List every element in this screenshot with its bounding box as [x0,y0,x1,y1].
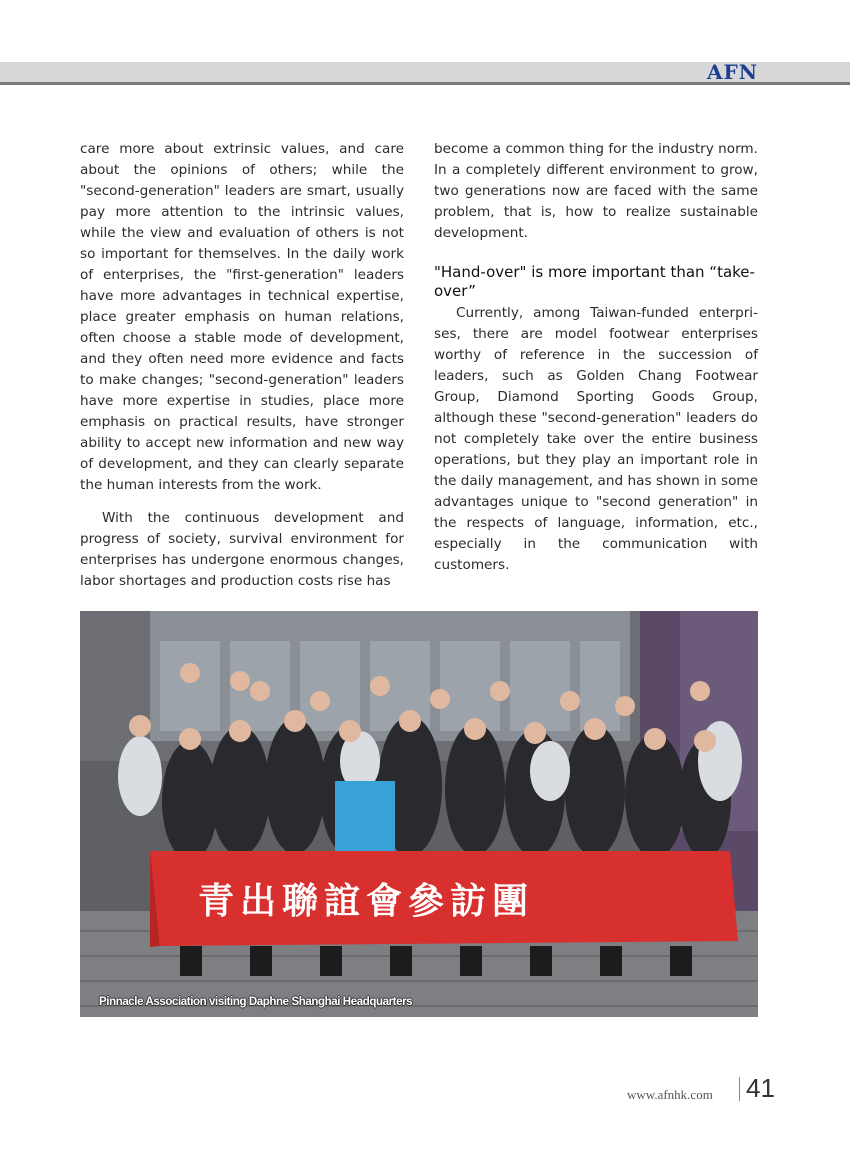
left-paragraph-1: care more about extrinsic values, and care about the opinions of others; while the "second-generation" leaders are smart, usually pay more attention to the intrinsic values, while the view and evaluation of others is not so important for themselves. In the daily work of enterprises, the "first-generation" leaders have more advantages in technical expertise, place greater emphasis on human relations, often choose a stable mode of development, and they often need more evidence and facts to make changes; "second-generation" leaders have more expertise in studies, place more emphasis on practical results, have stronger ability to accept new information and new way of development, and they can clearly separate the human interests from the work. [80,141,404,493]
footer-separator [739,1077,740,1101]
footer-url: www.afnhk.com [627,1087,713,1102]
brand-logo: AFN [707,60,758,84]
right-paragraph-1: become a common thing for the industry norm. In a completely different environment to grow, two generations now are faced with the same problem, that is, how to realize sustainable development. [434,141,758,241]
right-column [434,139,758,576]
right-paragraph-2: Currently, among Taiwan-funded enterpri-ses, there are model footwear enterprises worthy of reference in the succession of leaders, such as Golden Chang Footwear Group, Diamond Sporting Goods Group, although these "second-generation" leaders do not completely take over the entire business operations, but they play an important role in the daily management, and has shown in some advantages unique to "second generation" in the respects of language, information, etc., especially in the communication with customers. [434,305,758,573]
group-photo-illustration [80,611,758,1017]
photo-caption: Pinnacle Association visiting Daphne Shanghai Headquarters [99,996,413,1008]
group-photo [80,611,758,1017]
section-heading: "Hand-over" is more important than “take-over” [434,263,755,300]
left-paragraph-2: With the continuous development and progress of society, survival environment for enterprises has undergone enormous changes, labor shortages and production costs rise has [80,510,404,589]
left-column [80,139,404,592]
page-number: 41 [746,1073,775,1103]
banner-text: 青出聯誼會參訪團 [198,880,535,922]
